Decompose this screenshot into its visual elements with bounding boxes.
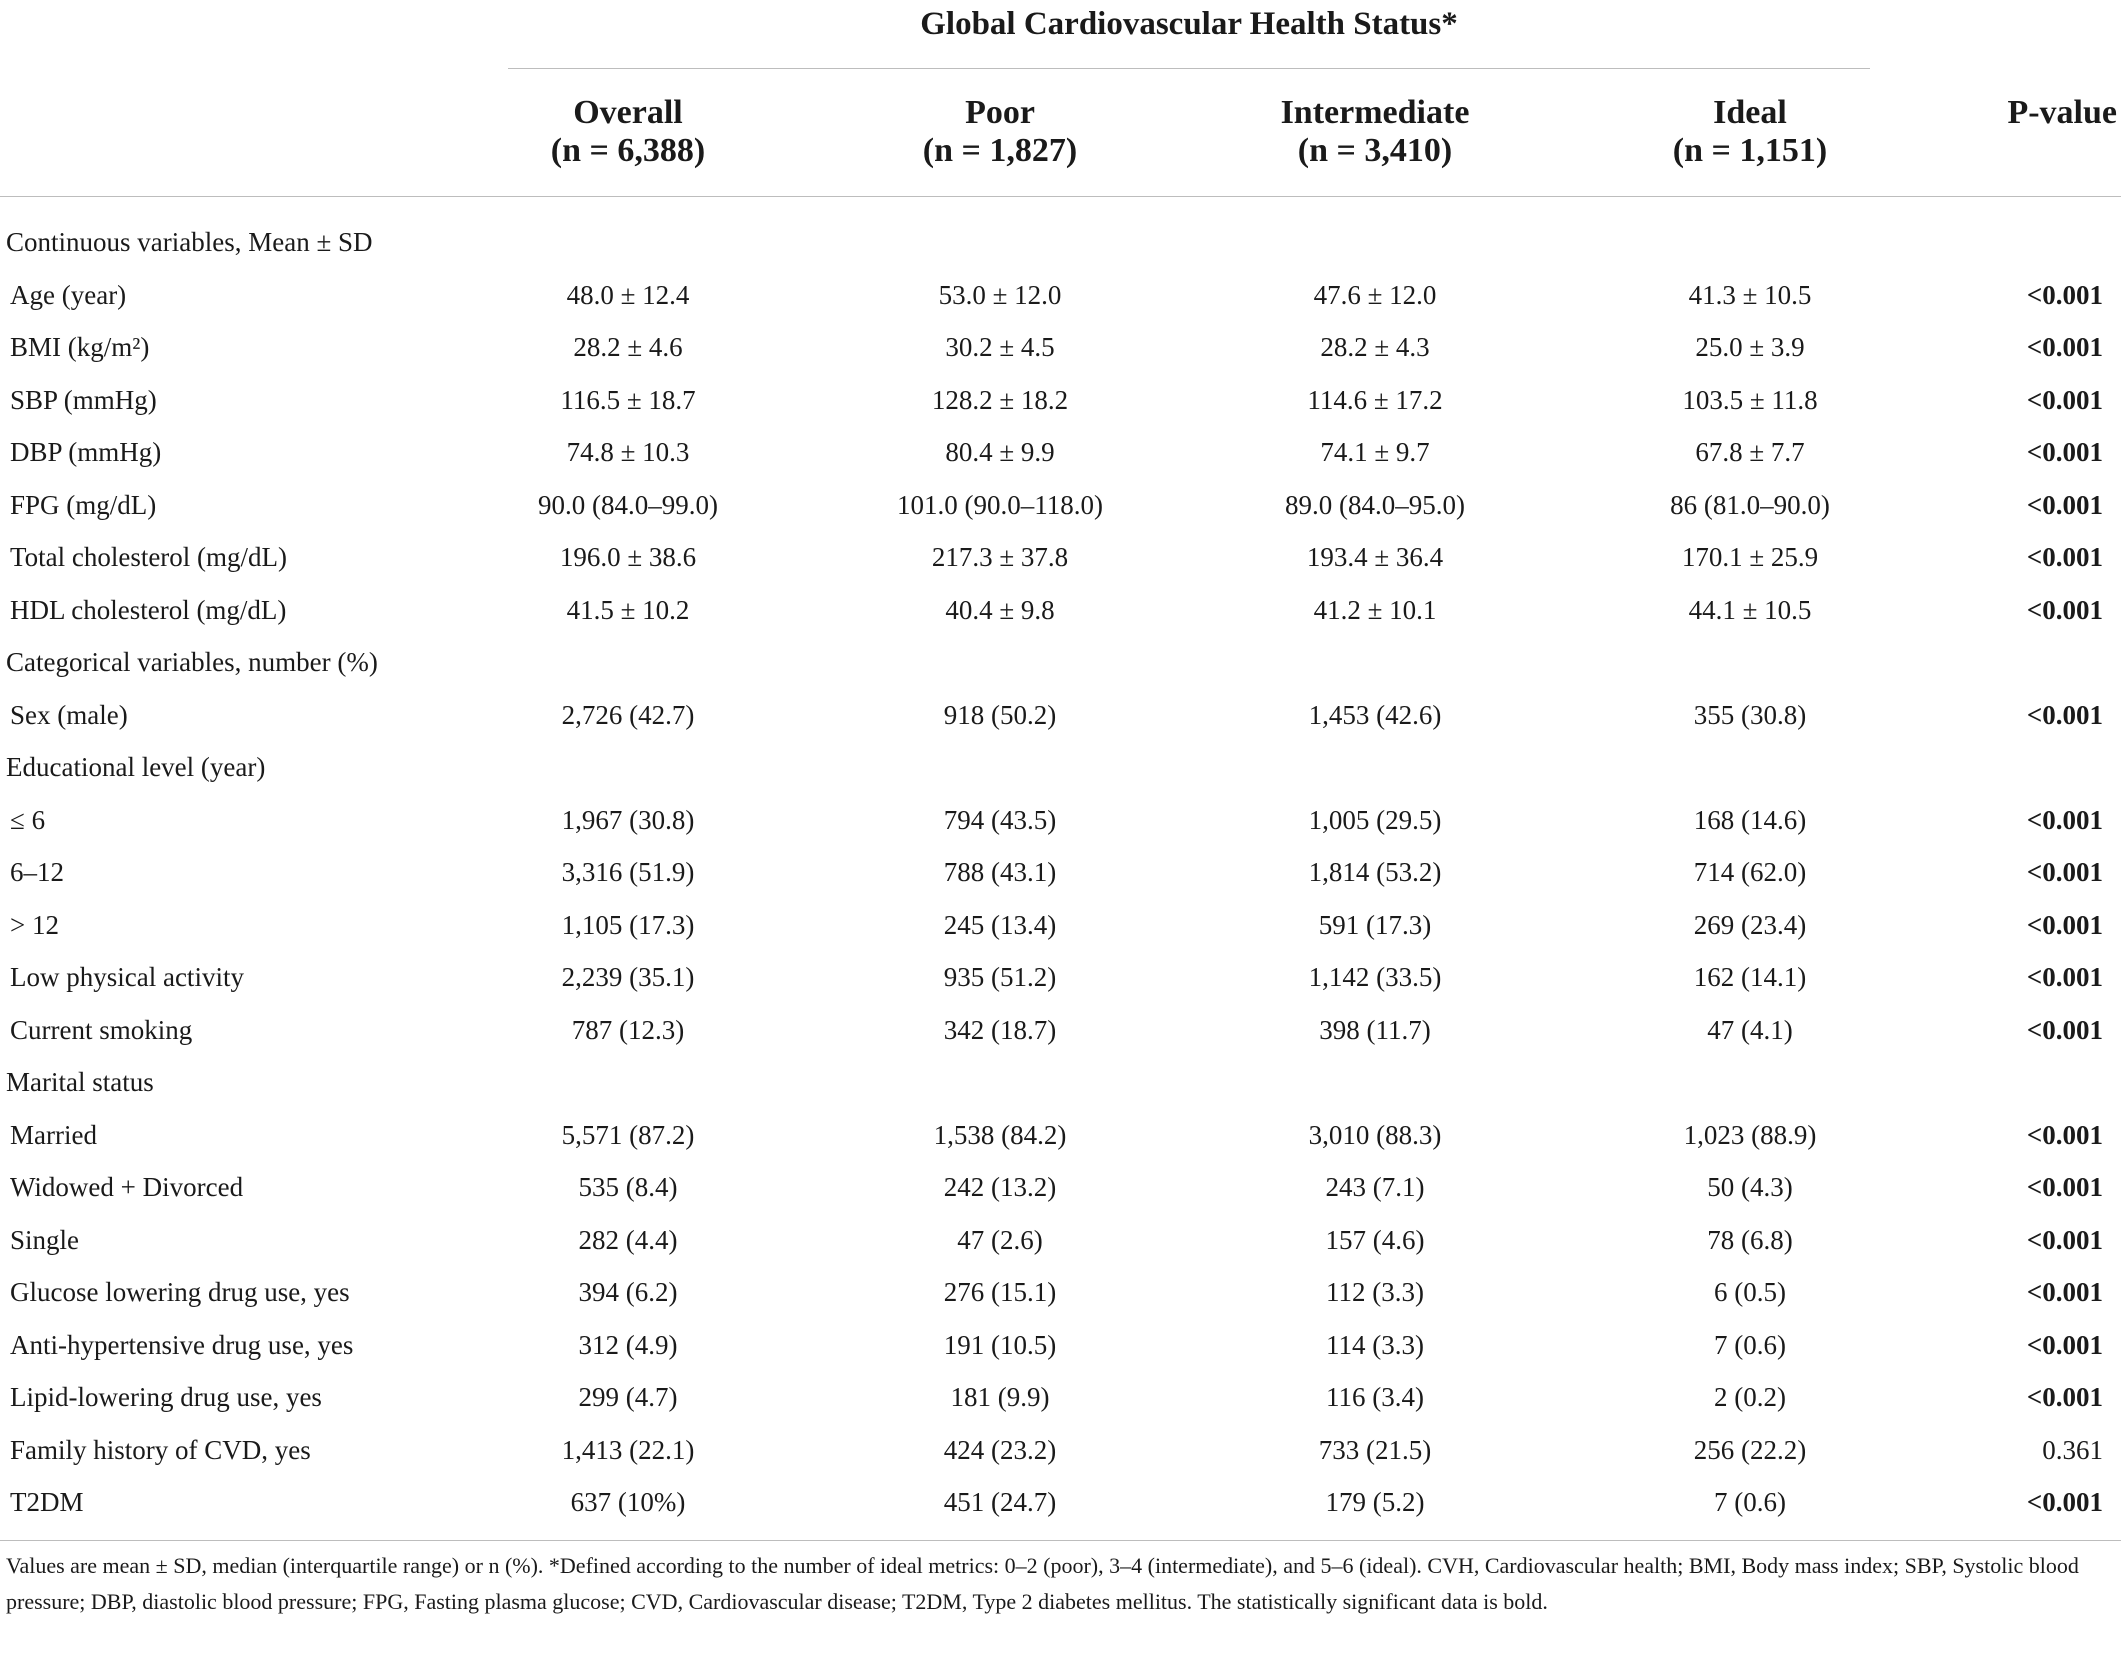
table-row [0,1266,2121,1318]
ideal-cell: 67.8 ± 7.7 [1695,437,1805,467]
pvalue-cell: <0.001 [2026,279,2103,310]
table-row [0,1214,2121,1266]
section-header-row [0,741,2121,793]
pvalue-cell: <0.001 [2026,857,2103,887]
row-label: Current smoking [10,1014,193,1045]
intermediate-cell: 157 (4.6) [1325,1224,1425,1255]
section-label: Marital status [6,1067,154,1097]
pvalue-cell: <0.001 [2026,1382,2103,1412]
poor-cell: 128.2 ± 18.2 [931,384,1069,415]
table-row [0,1424,2121,1476]
row-label: Family history of CVD, yes [10,1434,311,1465]
overall-cell: 196.0 ± 38.6 [559,542,697,572]
overall-cell: 116.5 ± 18.7 [560,384,696,415]
poor-cell: 47 (2.6) [957,1224,1043,1255]
section-header-row [0,1056,2121,1108]
section-label: Continuous variables, Mean ± SD [6,227,373,257]
table-row [0,951,2121,1003]
column-header-n: (n = 1,151) [1672,132,1828,169]
pvalue-cell: 0.361 [2042,1434,2103,1465]
column-header-name: Overall [573,94,683,131]
poor-cell: 1,538 (84.2) [933,1119,1067,1150]
row-label: FPG (mg/dL) [10,489,157,520]
table-bottom-rule [0,1540,2121,1541]
intermediate-cell: 114 (3.3) [1326,1329,1424,1360]
poor-cell: 794 (43.5) [943,804,1057,835]
table-row [0,1319,2121,1371]
pvalue-cell: <0.001 [2026,384,2103,415]
overall-cell: 299 (4.7) [578,1382,678,1412]
intermediate-cell: 1,142 (33.5) [1308,962,1442,992]
row-label: SBP (mmHg) [10,384,157,415]
overall-cell: 1,105 (17.3) [561,909,695,940]
pvalue-cell: <0.001 [2026,542,2103,572]
row-label: Anti-hypertensive drug use, yes [10,1329,354,1360]
pvalue-cell: <0.001 [2026,699,2103,730]
column-header-poor [880,94,1120,170]
intermediate-cell: 179 (5.2) [1325,1487,1425,1517]
poor-cell: 30.2 ± 4.5 [945,332,1055,362]
intermediate-cell: 89.0 (84.0–95.0) [1285,489,1465,520]
table-row [0,1371,2121,1423]
title-underline-rule [508,68,1870,69]
table-row [0,794,2121,846]
poor-cell: 245 (13.4) [943,909,1057,940]
pvalue-cell: <0.001 [2026,437,2103,467]
intermediate-cell: 243 (7.1) [1325,1172,1425,1202]
intermediate-cell: 733 (21.5) [1318,1434,1432,1465]
intermediate-cell: 114.6 ± 17.2 [1307,384,1443,415]
column-header-n: (n = 3,410) [1297,132,1453,169]
overall-cell: 28.2 ± 4.6 [573,332,683,362]
poor-cell: 342 (18.7) [943,1014,1057,1045]
intermediate-cell: 591 (17.3) [1318,909,1432,940]
overall-cell: 48.0 ± 12.4 [566,279,690,310]
table-row [0,269,2121,321]
ideal-cell: 7 (0.6) [1714,1329,1786,1360]
intermediate-cell: 1,453 (42.6) [1308,699,1442,730]
pvalue-cell: <0.001 [2026,1329,2103,1360]
poor-cell: 217.3 ± 37.8 [931,542,1069,572]
pvalue-cell: <0.001 [2026,1119,2103,1150]
ideal-cell: 256 (22.2) [1693,1434,1807,1465]
row-label: Married [10,1119,97,1150]
overall-cell: 74.8 ± 10.3 [566,437,690,467]
ideal-cell: 269 (23.4) [1693,909,1807,940]
overall-cell: 787 (12.3) [571,1014,685,1045]
ideal-cell: 86 (81.0–90.0) [1670,489,1830,520]
overall-cell: 3,316 (51.9) [561,857,695,887]
intermediate-cell: 74.1 ± 9.7 [1320,437,1430,467]
row-label: Glucose lowering drug use, yes [10,1277,350,1307]
ideal-cell: 6 (0.5) [1714,1277,1786,1307]
pvalue-cell: <0.001 [2026,332,2103,362]
table-row [0,1476,2121,1528]
section-header-row [0,636,2121,688]
overall-cell: 2,726 (42.7) [561,699,695,730]
overall-cell: 394 (6.2) [578,1277,678,1307]
poor-cell: 80.4 ± 9.9 [945,437,1055,467]
section-header-row [0,216,2121,268]
overall-cell: 2,239 (35.1) [561,962,695,992]
intermediate-cell: 1,814 (53.2) [1308,857,1442,887]
row-label: BMI (kg/m²) [10,332,150,362]
poor-cell: 191 (10.5) [943,1329,1057,1360]
overall-cell: 1,967 (30.8) [561,804,695,835]
row-label: ≤ 6 [10,804,46,835]
intermediate-cell: 28.2 ± 4.3 [1320,332,1430,362]
pvalue-cell: <0.001 [2026,962,2103,992]
ideal-cell: 2 (0.2) [1714,1382,1786,1412]
poor-cell: 181 (9.9) [950,1382,1050,1412]
table-title: Global Cardiovascular Health Status* [920,6,1458,42]
row-label: Lipid-lowering drug use, yes [10,1382,322,1412]
overall-cell: 535 (8.4) [578,1172,678,1202]
row-label: Low physical activity [10,962,244,992]
table-row [0,479,2121,531]
poor-cell: 53.0 ± 12.0 [938,279,1062,310]
table-row [0,1004,2121,1056]
poor-cell: 935 (51.2) [943,962,1057,992]
overall-cell: 90.0 (84.0–99.0) [538,489,718,520]
column-header-name: Intermediate [1280,94,1470,131]
table-row [0,531,2121,583]
ideal-cell: 355 (30.8) [1693,699,1807,730]
column-header-n: (n = 6,388) [550,132,706,169]
poor-cell: 101.0 (90.0–118.0) [897,489,1103,520]
poor-cell: 242 (13.2) [943,1172,1057,1202]
poor-cell: 918 (50.2) [943,699,1057,730]
ideal-cell: 103.5 ± 11.8 [1682,384,1818,415]
row-label: DBP (mmHg) [10,437,162,467]
row-label: HDL cholesterol (mg/dL) [10,594,287,625]
table-row [0,846,2121,898]
ideal-cell: 50 (4.3) [1707,1172,1793,1202]
poor-cell: 788 (43.1) [943,857,1057,887]
column-header-name: Ideal [1713,94,1787,131]
intermediate-cell: 1,005 (29.5) [1308,804,1442,835]
table-row [0,899,2121,951]
pvalue-cell: <0.001 [2026,909,2103,940]
pvalue-cell: <0.001 [2026,1224,2103,1255]
pvalue-cell: <0.001 [2026,1014,2103,1045]
row-label: Widowed + Divorced [10,1172,244,1202]
pvalue-cell: <0.001 [2026,594,2103,625]
intermediate-cell: 193.4 ± 36.4 [1306,542,1444,572]
column-header-intermediate [1255,94,1495,170]
row-label: T2DM [10,1487,84,1517]
row-label: 6–12 [10,857,64,887]
poor-cell: 451 (24.7) [943,1487,1057,1517]
column-header-ideal [1630,94,1870,170]
section-label: Educational level (year) [6,752,266,782]
header-bottom-rule [0,196,2121,197]
ideal-cell: 714 (62.0) [1693,857,1807,887]
ideal-cell: 162 (14.1) [1693,962,1807,992]
ideal-cell: 78 (6.8) [1707,1224,1793,1255]
table-row [0,374,2121,426]
row-label: Single [10,1224,80,1255]
intermediate-cell: 47.6 ± 12.0 [1313,279,1437,310]
overall-cell: 1,413 (22.1) [561,1434,695,1465]
table-row [0,1109,2121,1161]
ideal-cell: 47 (4.1) [1707,1014,1793,1045]
overall-cell: 637 (10%) [570,1487,686,1517]
table-row [0,584,2121,636]
poor-cell: 40.4 ± 9.8 [945,594,1055,625]
intermediate-cell: 398 (11.7) [1319,1014,1431,1045]
intermediate-cell: 112 (3.3) [1326,1277,1424,1307]
table-row [0,689,2121,741]
section-label: Categorical variables, number (%) [6,647,378,677]
intermediate-cell: 116 (3.4) [1326,1382,1424,1412]
ideal-cell: 1,023 (88.9) [1683,1119,1817,1150]
pvalue-cell: <0.001 [2026,1172,2103,1202]
column-header-overall [508,94,748,170]
column-header-pvalue: P-value [2007,94,2117,131]
table-footnote: Values are mean ± SD, median (interquartile range) or n (%). *Defined according to the number of ideal metrics: 0–2 (poor), 3–4 (intermediate), and 5–6 (ideal). CVH, Cardiovascular health; BMI, Body mass index; SBP, Systolic blood pressure; DBP, diastolic blood pressure; FPG, Fasting plasma glucose; CVD, Cardiovascular disease; T2DM, Type 2 diabetes mellitus. The statistically significant data is bold. [6,1553,2079,1614]
pvalue-cell: <0.001 [2026,489,2103,520]
overall-cell: 282 (4.4) [578,1224,678,1255]
ideal-cell: 44.1 ± 10.5 [1688,594,1812,625]
ideal-cell: 41.3 ± 10.5 [1688,279,1812,310]
ideal-cell: 168 (14.6) [1693,804,1807,835]
ideal-cell: 170.1 ± 25.9 [1681,542,1819,572]
overall-cell: 41.5 ± 10.2 [566,594,690,625]
row-label: Age (year) [10,279,127,310]
row-label: > 12 [10,909,59,940]
column-header-n: (n = 1,827) [922,132,1078,169]
ideal-cell: 25.0 ± 3.9 [1695,332,1805,362]
column-header-name: Poor [965,94,1035,131]
table-row [0,426,2121,478]
poor-cell: 276 (15.1) [943,1277,1057,1307]
row-label: Sex (male) [10,699,128,730]
row-label: Total cholesterol (mg/dL) [10,542,288,572]
ideal-cell: 7 (0.6) [1714,1487,1786,1517]
intermediate-cell: 3,010 (88.3) [1308,1119,1442,1150]
poor-cell: 424 (23.2) [943,1434,1057,1465]
pvalue-cell: <0.001 [2026,804,2103,835]
table-row [0,1161,2121,1213]
pvalue-cell: <0.001 [2026,1487,2103,1517]
overall-cell: 312 (4.9) [578,1329,678,1360]
pvalue-cell: <0.001 [2026,1277,2103,1307]
overall-cell: 5,571 (87.2) [561,1119,695,1150]
table-row [0,321,2121,373]
intermediate-cell: 41.2 ± 10.1 [1313,594,1437,625]
